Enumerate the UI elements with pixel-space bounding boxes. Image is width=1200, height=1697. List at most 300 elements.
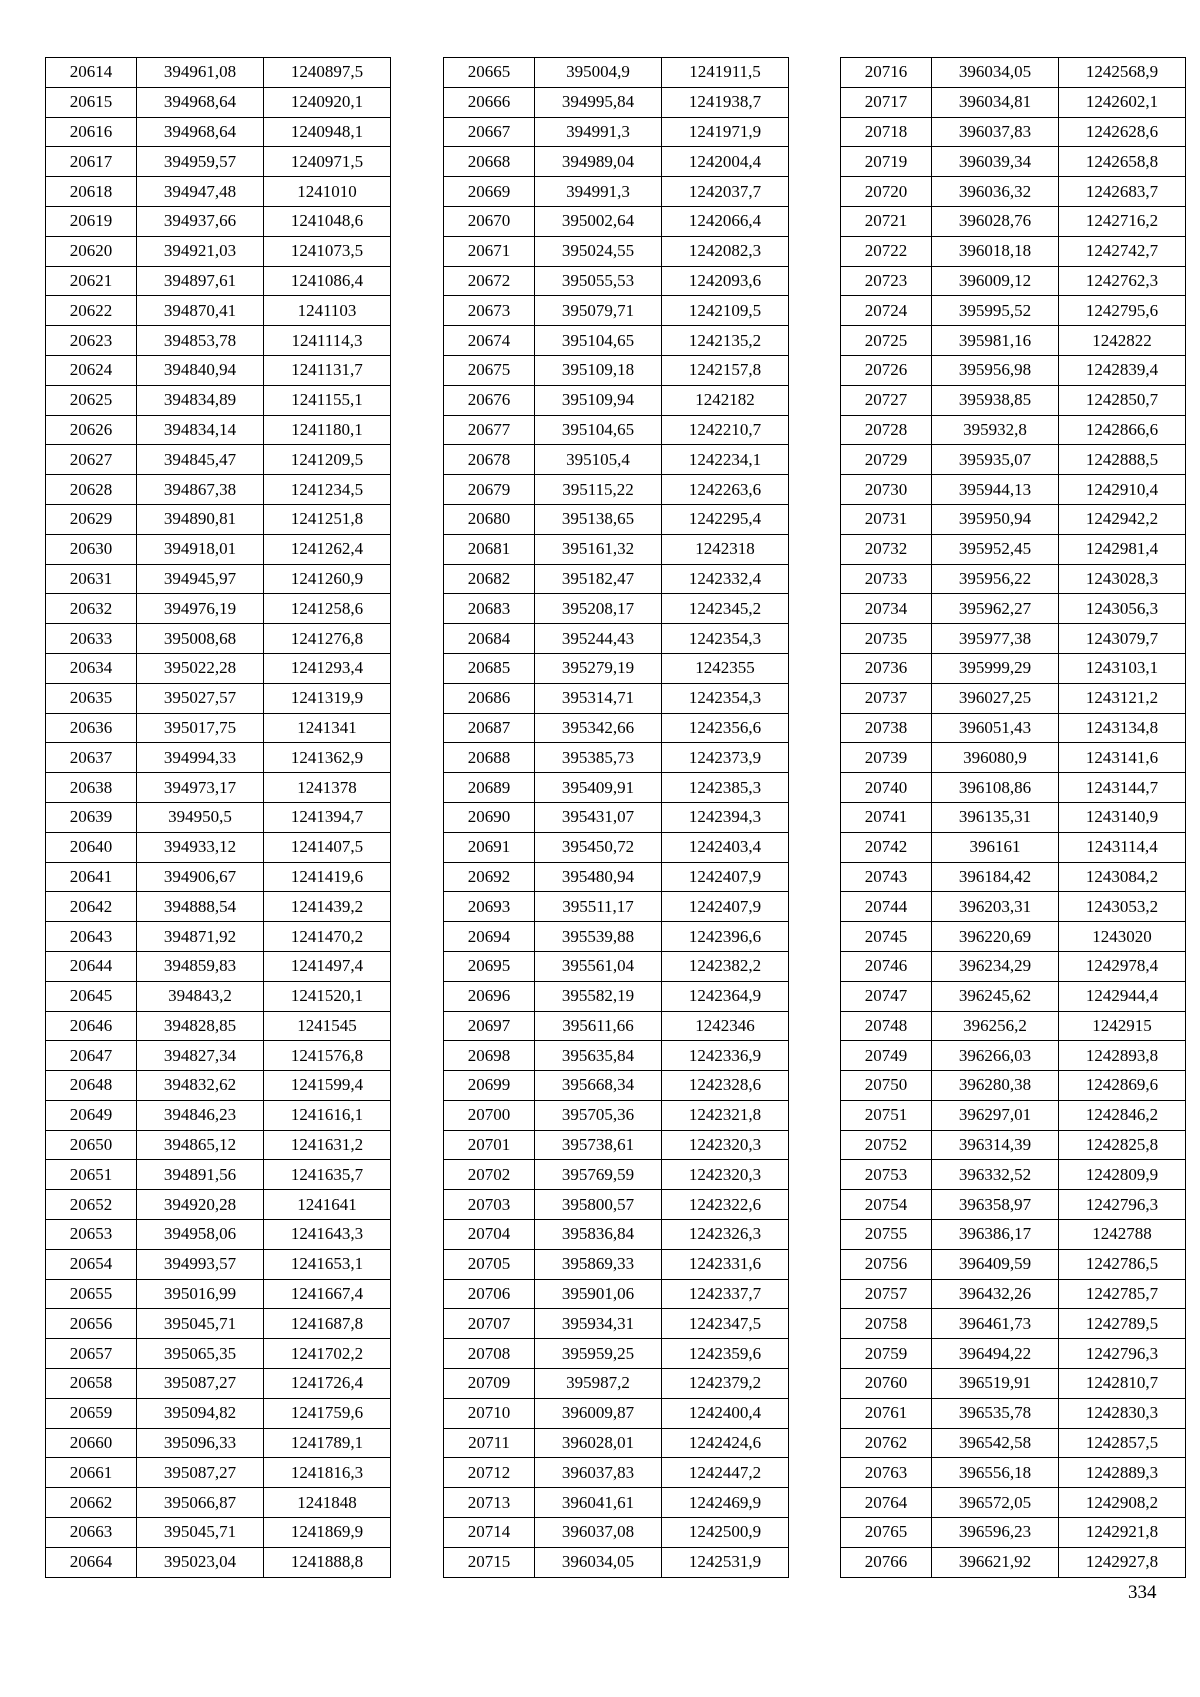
x-coordinate-cell: 396135,31 <box>932 802 1059 832</box>
table-row <box>444 892 789 922</box>
point-id-cell: 20640 <box>46 832 137 862</box>
table-row <box>841 236 1186 266</box>
x-coordinate-cell: 394846,23 <box>137 1100 264 1130</box>
x-coordinate-cell: 396028,76 <box>932 206 1059 236</box>
y-coordinate-cell: 1243114,4 <box>1059 832 1186 862</box>
table-row <box>444 951 789 981</box>
x-coordinate-cell: 394968,64 <box>137 87 264 117</box>
point-id-cell: 20717 <box>841 87 932 117</box>
table-row <box>46 951 391 981</box>
y-coordinate-cell: 1243121,2 <box>1059 683 1186 713</box>
table-row <box>841 87 1186 117</box>
point-id-cell: 20660 <box>46 1428 137 1458</box>
y-coordinate-cell: 1241616,1 <box>264 1100 391 1130</box>
y-coordinate-cell: 1243053,2 <box>1059 892 1186 922</box>
table-row <box>46 1279 391 1309</box>
point-id-cell: 20765 <box>841 1518 932 1548</box>
point-id-cell: 20674 <box>444 326 535 356</box>
point-id-cell: 20747 <box>841 981 932 1011</box>
y-coordinate-cell: 1241687,8 <box>264 1309 391 1339</box>
table-row <box>46 832 391 862</box>
x-coordinate-cell: 394947,48 <box>137 177 264 207</box>
y-coordinate-cell: 1242889,3 <box>1059 1458 1186 1488</box>
table-row <box>444 1160 789 1190</box>
table-row <box>46 1488 391 1518</box>
x-coordinate-cell: 395342,66 <box>535 713 662 743</box>
x-coordinate-cell: 394891,56 <box>137 1160 264 1190</box>
table-row <box>444 355 789 385</box>
point-id-cell: 20708 <box>444 1339 535 1369</box>
x-coordinate-cell: 395999,29 <box>932 653 1059 683</box>
x-coordinate-cell: 394991,3 <box>535 117 662 147</box>
y-coordinate-cell: 1242403,4 <box>662 832 789 862</box>
point-id-cell: 20751 <box>841 1100 932 1130</box>
x-coordinate-cell: 394897,61 <box>137 266 264 296</box>
point-id-cell: 20713 <box>444 1488 535 1518</box>
x-coordinate-cell: 396280,38 <box>932 1071 1059 1101</box>
point-id-cell: 20692 <box>444 862 535 892</box>
y-coordinate-cell: 1241869,9 <box>264 1518 391 1548</box>
table-row <box>46 802 391 832</box>
table-row <box>444 147 789 177</box>
point-id-cell: 20704 <box>444 1220 535 1250</box>
x-coordinate-cell: 396037,83 <box>932 117 1059 147</box>
x-coordinate-cell: 396245,62 <box>932 981 1059 1011</box>
table-row <box>46 743 391 773</box>
point-id-cell: 20635 <box>46 683 137 713</box>
point-id-cell: 20711 <box>444 1428 535 1458</box>
x-coordinate-cell: 394920,28 <box>137 1190 264 1220</box>
table-row <box>444 802 789 832</box>
y-coordinate-cell: 1243141,6 <box>1059 743 1186 773</box>
point-id-cell: 20679 <box>444 475 535 505</box>
y-coordinate-cell: 1242379,2 <box>662 1369 789 1399</box>
y-coordinate-cell: 1242628,6 <box>1059 117 1186 147</box>
x-coordinate-cell: 394995,84 <box>535 87 662 117</box>
table-row <box>46 1220 391 1250</box>
y-coordinate-cell: 1242332,4 <box>662 564 789 594</box>
x-coordinate-cell: 396332,52 <box>932 1160 1059 1190</box>
point-id-cell: 20716 <box>841 58 932 88</box>
x-coordinate-cell: 395115,22 <box>535 475 662 505</box>
x-coordinate-cell: 396161 <box>932 832 1059 862</box>
x-coordinate-cell: 395109,94 <box>535 385 662 415</box>
coordinate-table-2 <box>443 57 789 1578</box>
table-row <box>841 683 1186 713</box>
y-coordinate-cell: 1242788 <box>1059 1220 1186 1250</box>
point-id-cell: 20677 <box>444 415 535 445</box>
table-row <box>46 385 391 415</box>
table-row <box>444 1458 789 1488</box>
y-coordinate-cell: 1242978,4 <box>1059 951 1186 981</box>
x-coordinate-cell: 395480,94 <box>535 862 662 892</box>
x-coordinate-cell: 396080,9 <box>932 743 1059 773</box>
x-coordinate-cell: 395869,33 <box>535 1249 662 1279</box>
y-coordinate-cell: 1242785,7 <box>1059 1279 1186 1309</box>
y-coordinate-cell: 1241048,6 <box>264 206 391 236</box>
table-row <box>841 1398 1186 1428</box>
y-coordinate-cell: 1242320,3 <box>662 1130 789 1160</box>
table-row <box>46 504 391 534</box>
y-coordinate-cell: 1242263,6 <box>662 475 789 505</box>
x-coordinate-cell: 396051,43 <box>932 713 1059 743</box>
y-coordinate-cell: 1242762,3 <box>1059 266 1186 296</box>
y-coordinate-cell: 1241131,7 <box>264 355 391 385</box>
point-id-cell: 20685 <box>444 653 535 683</box>
y-coordinate-cell: 1242337,7 <box>662 1279 789 1309</box>
x-coordinate-cell: 395105,4 <box>535 445 662 475</box>
point-id-cell: 20703 <box>444 1190 535 1220</box>
table-row <box>444 1071 789 1101</box>
point-id-cell: 20642 <box>46 892 137 922</box>
y-coordinate-cell: 1242830,3 <box>1059 1398 1186 1428</box>
y-coordinate-cell: 1243020 <box>1059 922 1186 952</box>
point-id-cell: 20730 <box>841 475 932 505</box>
y-coordinate-cell: 1242981,4 <box>1059 534 1186 564</box>
table-row <box>444 177 789 207</box>
x-coordinate-cell: 394832,62 <box>137 1071 264 1101</box>
y-coordinate-cell: 1242825,8 <box>1059 1130 1186 1160</box>
x-coordinate-cell: 396432,26 <box>932 1279 1059 1309</box>
table-row <box>46 1547 391 1577</box>
point-id-cell: 20688 <box>444 743 535 773</box>
y-coordinate-cell: 1242942,2 <box>1059 504 1186 534</box>
table-row <box>841 832 1186 862</box>
x-coordinate-cell: 396034,81 <box>932 87 1059 117</box>
x-coordinate-cell: 395016,99 <box>137 1279 264 1309</box>
y-coordinate-cell: 1242908,2 <box>1059 1488 1186 1518</box>
table-row <box>841 147 1186 177</box>
table-row <box>444 475 789 505</box>
point-id-cell: 20636 <box>46 713 137 743</box>
table-row <box>841 534 1186 564</box>
table-row <box>841 296 1186 326</box>
point-id-cell: 20705 <box>444 1249 535 1279</box>
x-coordinate-cell: 395409,91 <box>535 773 662 803</box>
x-coordinate-cell: 394933,12 <box>137 832 264 862</box>
point-id-cell: 20654 <box>46 1249 137 1279</box>
table-row <box>46 1100 391 1130</box>
x-coordinate-cell: 395836,84 <box>535 1220 662 1250</box>
x-coordinate-cell: 395314,71 <box>535 683 662 713</box>
point-id-cell: 20657 <box>46 1339 137 1369</box>
y-coordinate-cell: 1242157,8 <box>662 355 789 385</box>
table-row <box>841 445 1186 475</box>
x-coordinate-cell: 396621,92 <box>932 1547 1059 1577</box>
y-coordinate-cell: 1242500,9 <box>662 1518 789 1548</box>
x-coordinate-cell: 396220,69 <box>932 922 1059 952</box>
point-id-cell: 20725 <box>841 326 932 356</box>
table-row <box>46 87 391 117</box>
point-id-cell: 20764 <box>841 1488 932 1518</box>
table-row <box>841 951 1186 981</box>
point-id-cell: 20758 <box>841 1309 932 1339</box>
table-row <box>444 594 789 624</box>
y-coordinate-cell: 1242786,5 <box>1059 1249 1186 1279</box>
y-coordinate-cell: 1241635,7 <box>264 1160 391 1190</box>
table-row <box>841 385 1186 415</box>
point-id-cell: 20720 <box>841 177 932 207</box>
y-coordinate-cell: 1242234,1 <box>662 445 789 475</box>
x-coordinate-cell: 395995,52 <box>932 296 1059 326</box>
x-coordinate-cell: 395539,88 <box>535 922 662 952</box>
x-coordinate-cell: 395138,65 <box>535 504 662 534</box>
table-row <box>46 922 391 952</box>
x-coordinate-cell: 395066,87 <box>137 1488 264 1518</box>
y-coordinate-cell: 1241848 <box>264 1488 391 1518</box>
table-row <box>841 1369 1186 1399</box>
table-row <box>444 1011 789 1041</box>
table-row <box>841 206 1186 236</box>
x-coordinate-cell: 395045,71 <box>137 1518 264 1548</box>
y-coordinate-cell: 1240971,5 <box>264 147 391 177</box>
table-row <box>46 266 391 296</box>
x-coordinate-cell: 395094,82 <box>137 1398 264 1428</box>
y-coordinate-cell: 1242407,9 <box>662 862 789 892</box>
point-id-cell: 20754 <box>841 1190 932 1220</box>
y-coordinate-cell: 1242809,9 <box>1059 1160 1186 1190</box>
point-id-cell: 20727 <box>841 385 932 415</box>
x-coordinate-cell: 395635,84 <box>535 1041 662 1071</box>
point-id-cell: 20744 <box>841 892 932 922</box>
table-row <box>46 1309 391 1339</box>
x-coordinate-cell: 394840,94 <box>137 355 264 385</box>
y-coordinate-cell: 1242407,9 <box>662 892 789 922</box>
table-row <box>841 922 1186 952</box>
x-coordinate-cell: 394918,01 <box>137 534 264 564</box>
x-coordinate-cell: 394973,17 <box>137 773 264 803</box>
y-coordinate-cell: 1242810,7 <box>1059 1369 1186 1399</box>
x-coordinate-cell: 396034,05 <box>535 1547 662 1577</box>
y-coordinate-cell: 1240948,1 <box>264 117 391 147</box>
x-coordinate-cell: 396041,61 <box>535 1488 662 1518</box>
x-coordinate-cell: 394890,81 <box>137 504 264 534</box>
y-coordinate-cell: 1242888,5 <box>1059 445 1186 475</box>
point-id-cell: 20669 <box>444 177 535 207</box>
x-coordinate-cell: 394827,34 <box>137 1041 264 1071</box>
table-row <box>841 1339 1186 1369</box>
x-coordinate-cell: 396037,08 <box>535 1518 662 1548</box>
table-row <box>841 1160 1186 1190</box>
point-id-cell: 20740 <box>841 773 932 803</box>
y-coordinate-cell: 1242869,6 <box>1059 1071 1186 1101</box>
table-row <box>444 1339 789 1369</box>
x-coordinate-cell: 396009,87 <box>535 1398 662 1428</box>
point-id-cell: 20622 <box>46 296 137 326</box>
point-id-cell: 20621 <box>46 266 137 296</box>
x-coordinate-cell: 396108,86 <box>932 773 1059 803</box>
y-coordinate-cell: 1242742,7 <box>1059 236 1186 266</box>
table-row <box>841 564 1186 594</box>
table-row <box>841 475 1186 505</box>
point-id-cell: 20639 <box>46 802 137 832</box>
y-coordinate-cell: 1241319,9 <box>264 683 391 713</box>
table-row <box>46 1130 391 1160</box>
point-id-cell: 20722 <box>841 236 932 266</box>
y-coordinate-cell: 1241086,4 <box>264 266 391 296</box>
x-coordinate-cell: 394976,19 <box>137 594 264 624</box>
point-id-cell: 20759 <box>841 1339 932 1369</box>
table-row <box>444 922 789 952</box>
x-coordinate-cell: 396535,78 <box>932 1398 1059 1428</box>
x-coordinate-cell: 394993,57 <box>137 1249 264 1279</box>
table-row <box>444 1130 789 1160</box>
y-coordinate-cell: 1242796,3 <box>1059 1339 1186 1369</box>
y-coordinate-cell: 1242354,3 <box>662 624 789 654</box>
table-row <box>841 773 1186 803</box>
point-id-cell: 20647 <box>46 1041 137 1071</box>
point-id-cell: 20646 <box>46 1011 137 1041</box>
x-coordinate-cell: 394968,64 <box>137 117 264 147</box>
table-row <box>46 1190 391 1220</box>
page-number: 334 <box>1128 1582 1157 1603</box>
y-coordinate-cell: 1242658,8 <box>1059 147 1186 177</box>
point-id-cell: 20614 <box>46 58 137 88</box>
point-id-cell: 20731 <box>841 504 932 534</box>
point-id-cell: 20619 <box>46 206 137 236</box>
point-id-cell: 20741 <box>841 802 932 832</box>
y-coordinate-cell: 1242850,7 <box>1059 385 1186 415</box>
x-coordinate-cell: 395956,98 <box>932 355 1059 385</box>
y-coordinate-cell: 1242210,7 <box>662 415 789 445</box>
y-coordinate-cell: 1242469,9 <box>662 1488 789 1518</box>
table-row <box>841 1249 1186 1279</box>
x-coordinate-cell: 395002,64 <box>535 206 662 236</box>
y-coordinate-cell: 1241419,6 <box>264 862 391 892</box>
table-row <box>444 1398 789 1428</box>
table-row <box>444 1428 789 1458</box>
point-id-cell: 20694 <box>444 922 535 952</box>
table-row <box>46 206 391 236</box>
x-coordinate-cell: 395208,17 <box>535 594 662 624</box>
y-coordinate-cell: 1242447,2 <box>662 1458 789 1488</box>
point-id-cell: 20630 <box>46 534 137 564</box>
y-coordinate-cell: 1242385,3 <box>662 773 789 803</box>
y-coordinate-cell: 1242927,8 <box>1059 1547 1186 1577</box>
table-row <box>46 1041 391 1071</box>
table-row <box>46 1160 391 1190</box>
table-row <box>444 1041 789 1071</box>
table-row <box>46 1249 391 1279</box>
point-id-cell: 20715 <box>444 1547 535 1577</box>
table-row <box>444 1518 789 1548</box>
table-row <box>841 326 1186 356</box>
y-coordinate-cell: 1242866,6 <box>1059 415 1186 445</box>
x-coordinate-cell: 394958,06 <box>137 1220 264 1250</box>
y-coordinate-cell: 1241497,4 <box>264 951 391 981</box>
point-id-cell: 20693 <box>444 892 535 922</box>
y-coordinate-cell: 1241407,5 <box>264 832 391 862</box>
point-id-cell: 20757 <box>841 1279 932 1309</box>
point-id-cell: 20684 <box>444 624 535 654</box>
y-coordinate-cell: 1242400,4 <box>662 1398 789 1428</box>
y-coordinate-cell: 1242683,7 <box>1059 177 1186 207</box>
point-id-cell: 20691 <box>444 832 535 862</box>
table-row <box>841 624 1186 654</box>
x-coordinate-cell: 394828,85 <box>137 1011 264 1041</box>
x-coordinate-cell: 396358,97 <box>932 1190 1059 1220</box>
y-coordinate-cell: 1243056,3 <box>1059 594 1186 624</box>
x-coordinate-cell: 395385,73 <box>535 743 662 773</box>
point-id-cell: 20732 <box>841 534 932 564</box>
table-row <box>444 1220 789 1250</box>
point-id-cell: 20653 <box>46 1220 137 1250</box>
point-id-cell: 20735 <box>841 624 932 654</box>
table-row <box>444 206 789 236</box>
x-coordinate-cell: 396037,83 <box>535 1458 662 1488</box>
table-row <box>444 564 789 594</box>
y-coordinate-cell: 1241260,9 <box>264 564 391 594</box>
x-coordinate-cell: 394834,14 <box>137 415 264 445</box>
point-id-cell: 20645 <box>46 981 137 1011</box>
point-id-cell: 20633 <box>46 624 137 654</box>
y-coordinate-cell: 1242796,3 <box>1059 1190 1186 1220</box>
y-coordinate-cell: 1241341 <box>264 713 391 743</box>
table-row <box>841 1488 1186 1518</box>
table-row <box>841 117 1186 147</box>
point-id-cell: 20687 <box>444 713 535 743</box>
table-row <box>46 1011 391 1041</box>
x-coordinate-cell: 395279,19 <box>535 653 662 683</box>
x-coordinate-cell: 395027,57 <box>137 683 264 713</box>
y-coordinate-cell: 1243134,8 <box>1059 713 1186 743</box>
table-row <box>841 415 1186 445</box>
table-row <box>841 1309 1186 1339</box>
table-row <box>46 1339 391 1369</box>
y-coordinate-cell: 1241103 <box>264 296 391 326</box>
y-coordinate-cell: 1242602,1 <box>1059 87 1186 117</box>
y-coordinate-cell: 1241180,1 <box>264 415 391 445</box>
table-row <box>841 177 1186 207</box>
x-coordinate-cell: 395023,04 <box>137 1547 264 1577</box>
y-coordinate-cell: 1241262,4 <box>264 534 391 564</box>
point-id-cell: 20632 <box>46 594 137 624</box>
x-coordinate-cell: 396556,18 <box>932 1458 1059 1488</box>
y-coordinate-cell: 1241362,9 <box>264 743 391 773</box>
point-id-cell: 20623 <box>46 326 137 356</box>
x-coordinate-cell: 395024,55 <box>535 236 662 266</box>
x-coordinate-cell: 395932,8 <box>932 415 1059 445</box>
point-id-cell: 20719 <box>841 147 932 177</box>
y-coordinate-cell: 1242004,4 <box>662 147 789 177</box>
point-id-cell: 20649 <box>46 1100 137 1130</box>
point-id-cell: 20696 <box>444 981 535 1011</box>
table-row <box>444 445 789 475</box>
y-coordinate-cell: 1242893,8 <box>1059 1041 1186 1071</box>
y-coordinate-cell: 1242066,4 <box>662 206 789 236</box>
point-id-cell: 20695 <box>444 951 535 981</box>
y-coordinate-cell: 1242093,6 <box>662 266 789 296</box>
x-coordinate-cell: 394961,08 <box>137 58 264 88</box>
x-coordinate-cell: 394853,78 <box>137 326 264 356</box>
point-id-cell: 20617 <box>46 147 137 177</box>
point-id-cell: 20659 <box>46 1398 137 1428</box>
x-coordinate-cell: 395104,65 <box>535 415 662 445</box>
table-row <box>46 58 391 88</box>
x-coordinate-cell: 394865,12 <box>137 1130 264 1160</box>
x-coordinate-cell: 395065,35 <box>137 1339 264 1369</box>
point-id-cell: 20760 <box>841 1369 932 1399</box>
table-row <box>46 1518 391 1548</box>
x-coordinate-cell: 395981,16 <box>932 326 1059 356</box>
y-coordinate-cell: 1242424,6 <box>662 1428 789 1458</box>
point-id-cell: 20698 <box>444 1041 535 1071</box>
table-row <box>841 1458 1186 1488</box>
point-id-cell: 20729 <box>841 445 932 475</box>
x-coordinate-cell: 396572,05 <box>932 1488 1059 1518</box>
y-coordinate-cell: 1241209,5 <box>264 445 391 475</box>
y-coordinate-cell: 1242321,8 <box>662 1100 789 1130</box>
